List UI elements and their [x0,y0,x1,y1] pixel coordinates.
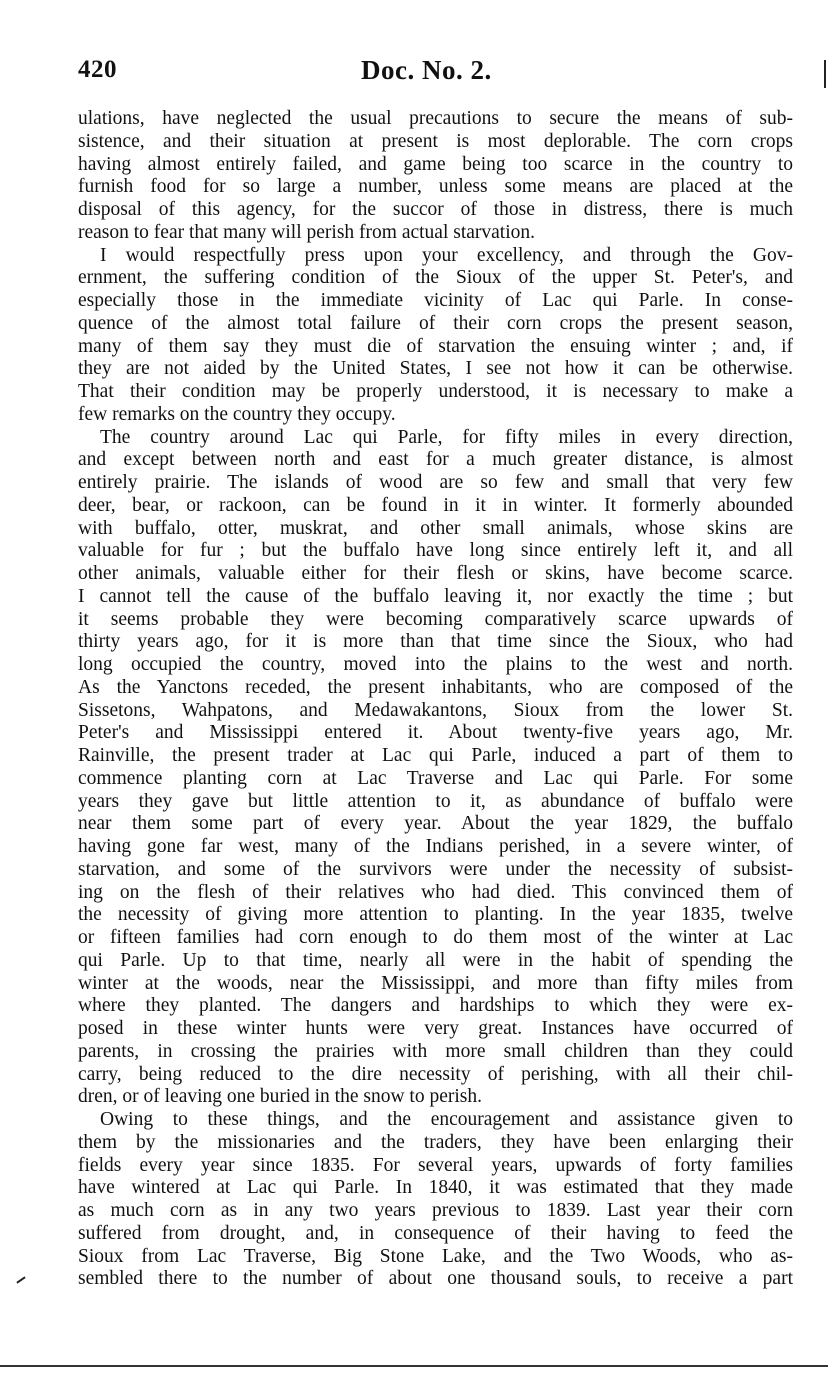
text-line: thirty years ago, for it is more than that time since the Sioux, who had [78,631,793,653]
text-line: sembled there to the number of about one thousand souls, to receive a part [78,1268,793,1290]
text-line: dren, or of leaving one buried in the snow to perish. [78,1086,482,1108]
text-line: Sioux from Lac Traverse, Big Stone Lake, and the Two Woods, who as- [78,1245,793,1267]
page-header [78,56,793,88]
text-line: parents, in crossing the prairies with more small children than they could [78,1040,793,1062]
text-line: where they planted. The dangers and hardships to which they were ex- [78,995,793,1017]
margin-mark [16,1276,25,1283]
body-text [78,108,793,1291]
text-line: disposal of this agency, for the succor of those in distress, there is much [78,199,793,220]
text-line: Sissetons, Wahpatons, and Medawakantons, Sioux from the lower St. [78,699,793,721]
text-line: having almost entirely failed, and game being too scarce in the country to [78,153,793,175]
text-line: and except between north and east for a much greater distance, is almost [78,449,793,471]
text-line: or fifteen families had corn enough to do them most of the winter at Lac [78,927,793,948]
text-line: ulations, have neglected the usual precautions to secure the means of sub- [78,108,793,129]
text-line: suffered from drought, and, in consequence of their having to feed the [78,1222,793,1244]
text-line: posed in these winter hunts were very great. Instances have occurred of [78,1018,793,1039]
text-line: as much corn as in any two years previous to 1839. Last year their corn [78,1200,793,1221]
text-line: the necessity of giving more attention to planting. In the year 1835, twelve [78,904,793,926]
text-line: That their condition may be properly understood, it is necessary to make a [78,381,793,402]
text-line: starvation, and some of the survivors were under the necessity of subsist- [78,858,793,880]
text-line: I would respectfully press upon your excellency, and through the Gov- [100,244,793,266]
text-line: quence of the almost total failure of their corn crops the present season, [78,312,793,334]
text-line: deer, bear, or rackoon, can be found in it in winter. It formerly abounded [78,494,793,516]
page-number: 420 [78,56,117,83]
text-line: winter at the woods, near the Mississippi, and more than fifty miles from [78,972,793,994]
text-line: it seems probable they were becoming comparatively scarce upwards of [78,608,793,630]
text-line: commence planting corn at Lac Traverse and Lac qui Parle. For some [78,767,793,789]
text-line: they are not aided by the United States, I see not how it can be otherwise. [78,358,793,380]
text-line: having gone far west, many of the Indians perished, in a severe winter, of [78,836,793,857]
paragraph [78,427,793,1110]
text-line: As the Yanctons receded, the present inhabitants, who are composed of the [78,676,793,698]
text-line: have wintered at Lac qui Parle. In 1840, it was estimated that they made [78,1177,793,1199]
running-head: Doc. No. 2. [361,55,492,85]
text-line: I cannot tell the cause of the buffalo leaving it, nor exactly the time ; but [78,585,793,607]
text-line: valuable for fur ; but the buffalo have long since entirely left it, and all [78,540,793,562]
text-line: Owing to these things, and the encouragement and assistance given to [100,1109,793,1130]
text-line: sistence, and their situation at present is most deplorable. The corn crops [78,130,793,152]
text-line: carry, being reduced to the dire necessity of perishing, with all their chil- [78,1063,793,1085]
text-line: ing on the flesh of their relatives who had died. This convinced them of [78,881,793,903]
text-line: near them some part of every year. About the year 1829, the buffalo [78,813,793,835]
paragraph [78,245,793,427]
text-line: them by the missionaries and the traders, they have been enlarging their [78,1131,793,1153]
text-line: years they gave but little attention to it, as abundance of buffalo were [78,790,793,812]
text-line: furnish food for so large a number, unless some means are placed at the [78,176,793,198]
bottom-border [0,1365,828,1367]
text-line: The country around Lac qui Parle, for fifty miles in every direction, [100,426,793,448]
text-line: Rainville, the present trader at Lac qui Parle, induced a part of them to [78,745,793,766]
text-line: few remarks on the country they occupy. [78,403,396,425]
text-line: Peter's and Mississippi entered it. About twenty-five years ago, Mr. [78,722,793,744]
text-line: many of them say they must die of starvation the ensuing winter ; and, if [78,335,793,357]
paragraph [78,1109,793,1291]
text-line: fields every year since 1835. For several years, upwards of forty families [78,1154,793,1176]
text-line: especially those in the immediate vicinity of Lac qui Parle. In conse- [78,290,793,311]
text-line: qui Parle. Up to that time, nearly all were in the habit of spending the [78,949,793,971]
page-edge-mark [824,60,826,88]
paragraph [78,108,793,245]
text-line: entirely prairie. The islands of wood are so few and small that very few [78,472,793,493]
text-line: reason to fear that many will perish from actual starvation. [78,221,536,243]
text-line: long occupied the country, moved into the plains to the west and north. [78,654,793,675]
text-line: other animals, valuable either for their flesh or skins, have become scarce. [78,563,793,584]
text-line: ernment, the suffering condition of the Sioux of the upper St. Peter's, and [78,267,793,289]
text-line: with buffalo, otter, muskrat, and other small animals, whose skins are [78,517,793,539]
